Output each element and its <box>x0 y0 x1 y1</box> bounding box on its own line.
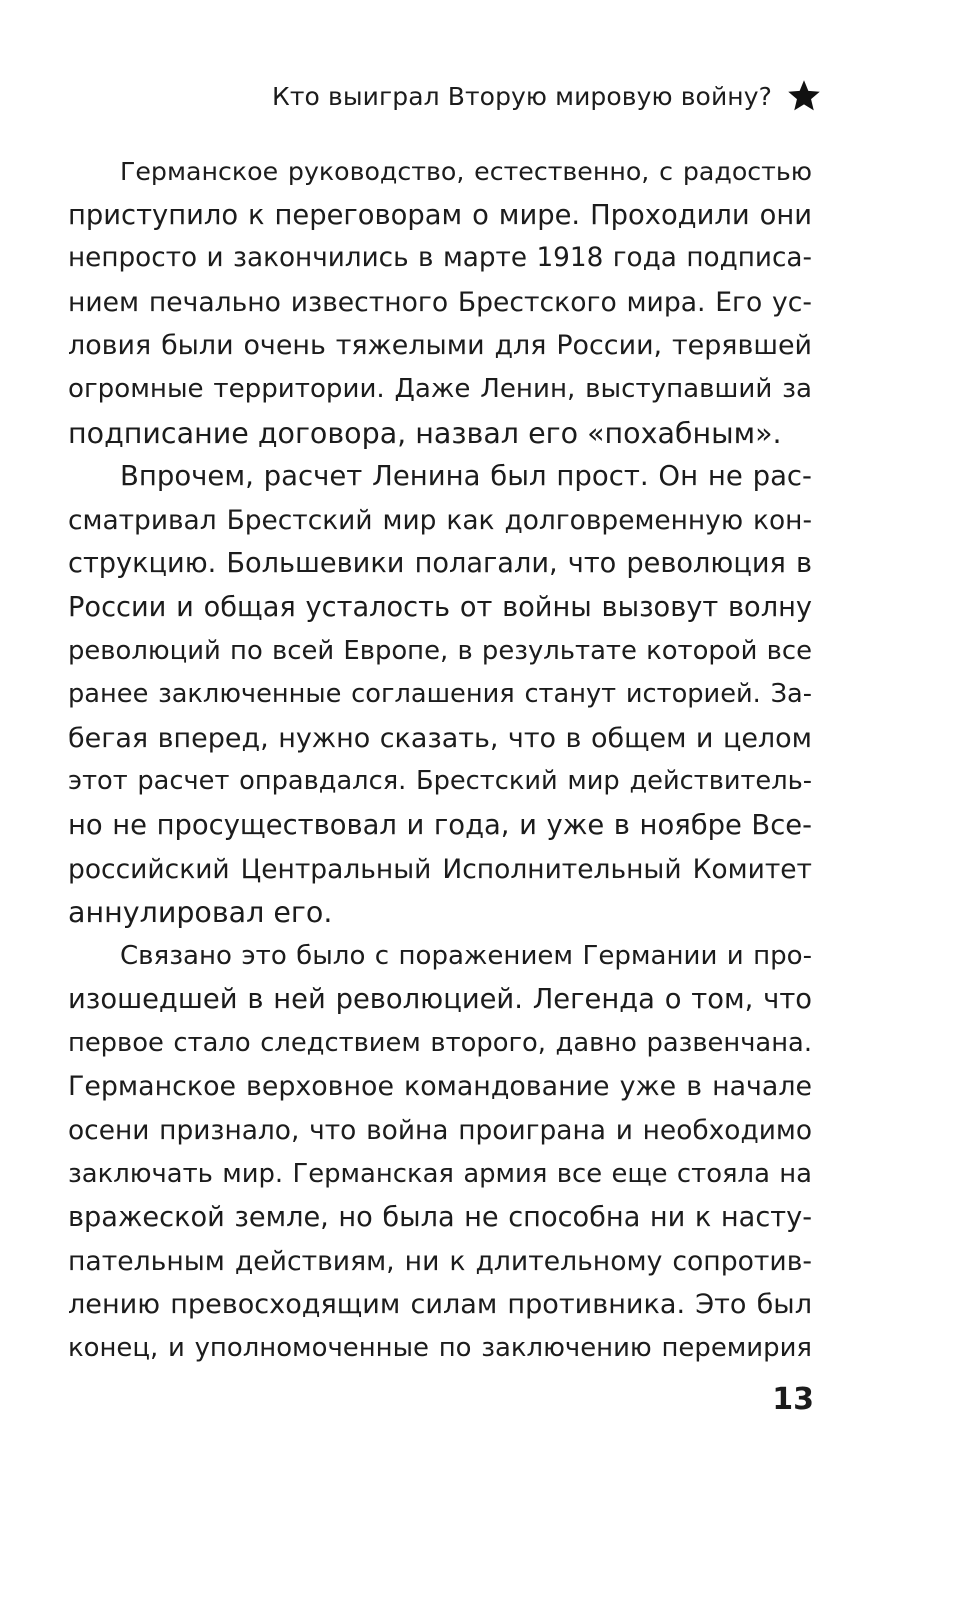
text-line: Впрочем, расчет Ленина был прост. Он не рас- <box>120 460 812 493</box>
text-line: России и общая усталость от войны вызовут волну <box>68 591 812 623</box>
star-icon <box>786 78 822 114</box>
text-line: огромные территории. Даже Ленин, выступавший за <box>68 373 812 404</box>
text-line: Германское верховное командование уже в начале <box>68 1071 812 1103</box>
text-line: осени признало, что война проиграна и необходимо <box>68 1115 812 1147</box>
text-line: Связано это было с поражением Германии и про- <box>120 940 812 971</box>
page-number: 13 <box>772 1382 814 1417</box>
text-line: революций по всей Европе, в результате которой все <box>68 635 812 666</box>
body-text <box>68 150 812 1371</box>
text-line: этот расчет оправдался. Брестский мир действитель- <box>68 766 812 797</box>
text-line: непросто и закончились в марте 1918 года подписа- <box>68 243 812 274</box>
text-line: ловия были очень тяжелыми для России, терявшей <box>68 330 812 362</box>
text-line: лению превосходящим силам противника. Это был <box>68 1289 812 1321</box>
text-line: заключать мир. Германская армия все еще стояла на <box>68 1158 812 1189</box>
text-line: конец, и уполномоченные по заключению перемирия <box>68 1333 812 1364</box>
text-line: пательным действиям, ни к длительному сопротив- <box>68 1245 812 1277</box>
text-line: сматривал Брестский мир как долговременную кон- <box>68 504 812 536</box>
text-line: Германское руководство, естественно, с радостью <box>120 157 812 186</box>
text-line: первое стало следствием второго, давно развенчана. <box>68 1027 812 1058</box>
text-line: изошедшей в ней революцией. Легенда о том, что <box>68 984 812 1016</box>
paragraph-3 <box>68 935 812 1371</box>
text-line: подписание договора, назвал его «похабным». <box>68 416 782 450</box>
text-line: но не просуществовал и года, и уже в ноябре Все- <box>68 809 812 841</box>
text-line: аннулировал его. <box>68 896 333 930</box>
text-line: нием печально известного Брестского мира. Его ус- <box>68 286 812 318</box>
text-line: вражеской земле, но была не способна ни к насту- <box>68 1202 812 1234</box>
text-line: приступило к переговорам о мире. Проходили они <box>68 199 812 231</box>
text-line: ранее заключенные соглашения станут историей. За- <box>68 679 812 710</box>
text-line: бегая вперед, нужно сказать, что в общем и целом <box>68 722 812 754</box>
paragraph-1 <box>68 150 812 455</box>
running-head <box>272 78 822 114</box>
running-title: Кто выиграл Вторую мировую войну? <box>272 81 772 111</box>
paragraph-2 <box>68 455 812 935</box>
text-line: российский Центральный Исполнительный Комитет <box>68 853 812 885</box>
text-line: струкцию. Большевики полагали, что революция в <box>68 548 812 580</box>
